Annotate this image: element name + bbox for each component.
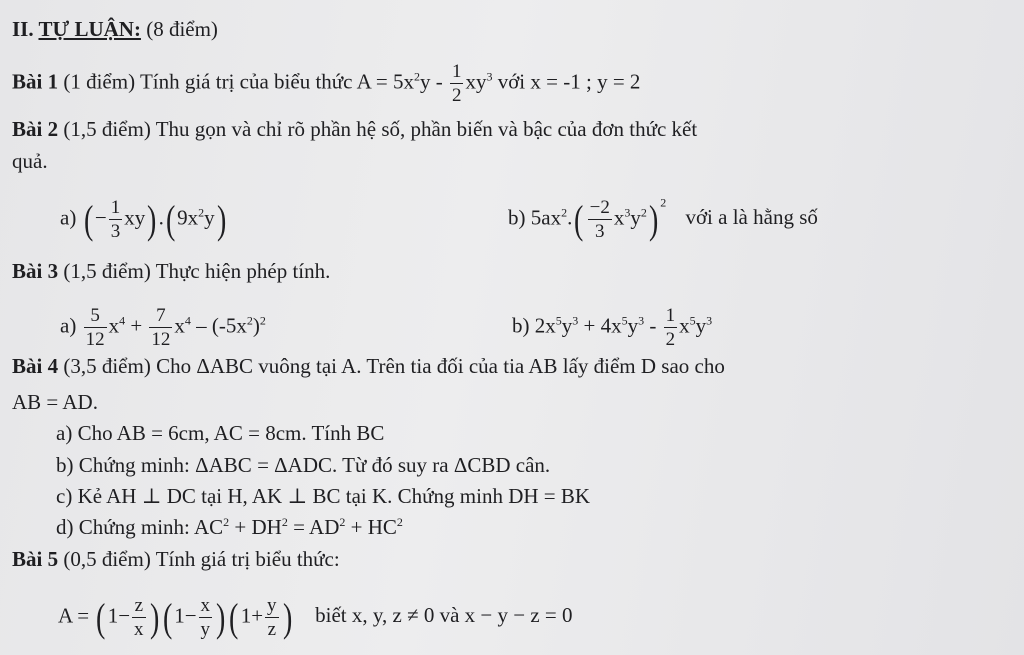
term: 9x xyxy=(177,205,199,230)
exp: 5 xyxy=(555,313,562,328)
paren: ) xyxy=(648,196,659,242)
term: y - xyxy=(419,69,443,94)
paren: ) xyxy=(216,594,226,640)
term: + HC xyxy=(345,515,397,539)
term: 2x xyxy=(534,313,556,338)
bai-2b xyxy=(508,195,818,242)
paren: ( xyxy=(229,594,239,640)
numerator: y xyxy=(267,595,277,616)
paren: ( xyxy=(83,196,93,242)
numerator: 5 xyxy=(84,306,107,328)
term: 5ax xyxy=(530,205,562,230)
condition: biết x, y, z ≠ 0 và x − y − z = 0 xyxy=(315,603,573,628)
exp: 2 xyxy=(223,515,230,529)
term: y xyxy=(627,313,639,338)
exp: 2 xyxy=(259,313,266,328)
term: + 4x xyxy=(578,313,622,338)
exp: 4 xyxy=(119,313,126,328)
term: y xyxy=(695,313,707,338)
exp: 5 xyxy=(621,313,628,328)
term: ) xyxy=(252,313,260,338)
bai-5-label: Bài 5 xyxy=(12,547,59,571)
exp: 2 xyxy=(339,515,346,529)
item-label: b) xyxy=(512,313,530,338)
term: 1+ xyxy=(240,603,264,628)
fraction xyxy=(450,62,464,105)
paren: ) xyxy=(149,594,159,640)
fraction xyxy=(84,306,107,349)
exp: 2 xyxy=(561,205,568,220)
denominator: 2 xyxy=(665,329,676,350)
term: x xyxy=(679,313,690,338)
condition: với a là hằng số xyxy=(685,205,818,230)
denominator: y xyxy=(200,619,211,640)
section-points: (8 điểm) xyxy=(146,17,218,41)
bai-1-condition: với x = -1 ; y = 2 xyxy=(497,69,641,94)
term: xy xyxy=(465,69,487,94)
bai-4 xyxy=(12,353,725,379)
exp: 2 xyxy=(246,313,253,328)
term: xy xyxy=(124,205,146,230)
bai-4d xyxy=(56,514,403,540)
paren: ) xyxy=(282,594,292,640)
term: – (-5x xyxy=(196,313,247,338)
bai-2-text-cont: quả. xyxy=(12,149,48,173)
term: − xyxy=(94,205,107,230)
numerator: −2 xyxy=(589,197,610,218)
denominator: 3 xyxy=(595,221,605,242)
exp: 2 xyxy=(198,205,205,220)
bai-3b xyxy=(512,306,712,349)
denominator: 12 xyxy=(151,329,171,350)
bai-3a xyxy=(60,306,266,349)
fraction xyxy=(199,596,213,639)
exp: 4 xyxy=(184,313,191,328)
bai-4-text: (3,5 điểm) Cho ΔABC vuông tại A. Trên tia đối của tia AB lấy điểm D sao cho xyxy=(63,354,725,378)
numerator: 1 xyxy=(451,61,462,82)
exp: 2 xyxy=(660,195,667,210)
item-label: a) xyxy=(60,313,77,338)
numerator: 1 xyxy=(665,305,676,326)
term: y xyxy=(204,205,215,230)
term: x xyxy=(174,313,185,338)
exp: 2 xyxy=(281,515,288,529)
denominator: x xyxy=(134,619,144,640)
paren: ( xyxy=(574,196,584,242)
fraction xyxy=(132,596,146,639)
exp: 5 xyxy=(689,313,696,328)
exp: 2 xyxy=(396,515,403,529)
term: + DH xyxy=(229,515,282,539)
bai-2-text: (1,5 điểm) Thu gọn và chỉ rõ phần hệ số, phần biến và bậc của đơn thức kết xyxy=(63,117,698,141)
numerator: z xyxy=(132,596,146,618)
bai-2a xyxy=(60,198,228,241)
bai-2-label: Bài 2 xyxy=(12,117,59,141)
fraction xyxy=(664,306,678,349)
term: y xyxy=(630,205,641,230)
denominator: z xyxy=(267,619,276,640)
bai-4-label: Bài 4 xyxy=(12,354,59,378)
term: 1− xyxy=(107,603,131,628)
term: . xyxy=(567,205,573,230)
term: d) Chứng minh: AC xyxy=(56,515,224,539)
bai-1-label: Bài 1 xyxy=(12,69,59,94)
exp: 2 xyxy=(640,205,647,220)
denominator: 2 xyxy=(451,85,462,106)
bai-4c: c) Kẻ AH ⊥ DC tại H, AK ⊥ BC tại K. Chứng minh DH = BK xyxy=(56,484,591,508)
term: . xyxy=(158,205,164,230)
exp: 2 xyxy=(413,69,420,84)
bai-1 xyxy=(12,62,640,105)
bai-1-text: (1 điểm) Tính giá trị của biểu thức A = 5x xyxy=(63,69,414,94)
term: A = xyxy=(58,603,90,628)
bai-5 xyxy=(12,546,340,572)
term: 1− xyxy=(174,603,197,628)
bai-4-text-cont: AB = AD. xyxy=(12,390,98,414)
term: - xyxy=(644,313,657,338)
bai-4a: a) Cho AB = 6cm, AC = 8cm. Tính BC xyxy=(56,421,385,445)
paren: ) xyxy=(216,196,226,242)
term: = AD xyxy=(287,515,340,539)
exp: 3 xyxy=(486,69,493,84)
numerator: 1 xyxy=(110,197,121,218)
paren: ( xyxy=(96,594,106,640)
numerator: 7 xyxy=(149,306,172,328)
term: y xyxy=(561,313,573,338)
exp: 3 xyxy=(572,313,579,328)
bai-3-label: Bài 3 xyxy=(12,259,59,283)
exp: 3 xyxy=(638,313,645,328)
bai-3-text: (1,5 điểm) Thực hiện phép tính. xyxy=(63,259,331,283)
term: + xyxy=(130,313,143,338)
term: x xyxy=(613,205,625,230)
numerator: x xyxy=(200,595,211,616)
fraction xyxy=(265,596,279,639)
section-number: II. xyxy=(12,17,34,41)
item-label: a) xyxy=(60,205,77,230)
paren: ( xyxy=(165,196,176,242)
paren: ( xyxy=(162,594,173,640)
bai-4b: b) Chứng minh: ΔABC = ΔADC. Từ đó suy ra ΔCBD cân. xyxy=(56,453,551,477)
denominator: 12 xyxy=(85,329,105,350)
bai-5-text: (0,5 điểm) Tính giá trị biểu thức: xyxy=(63,547,340,571)
fraction xyxy=(588,198,612,241)
exp: 3 xyxy=(706,313,713,328)
bai-2 xyxy=(12,116,697,142)
section-header xyxy=(12,16,218,42)
denominator: 3 xyxy=(110,221,121,242)
fraction xyxy=(149,306,172,349)
bai-5-expression xyxy=(58,596,573,639)
fraction xyxy=(109,198,123,241)
section-title: TỰ LUẬN: xyxy=(38,17,141,41)
exp: 3 xyxy=(624,205,631,220)
term: x xyxy=(108,313,120,338)
bai-3 xyxy=(12,258,330,284)
paren: ) xyxy=(147,196,157,242)
item-label: b) xyxy=(508,205,526,230)
